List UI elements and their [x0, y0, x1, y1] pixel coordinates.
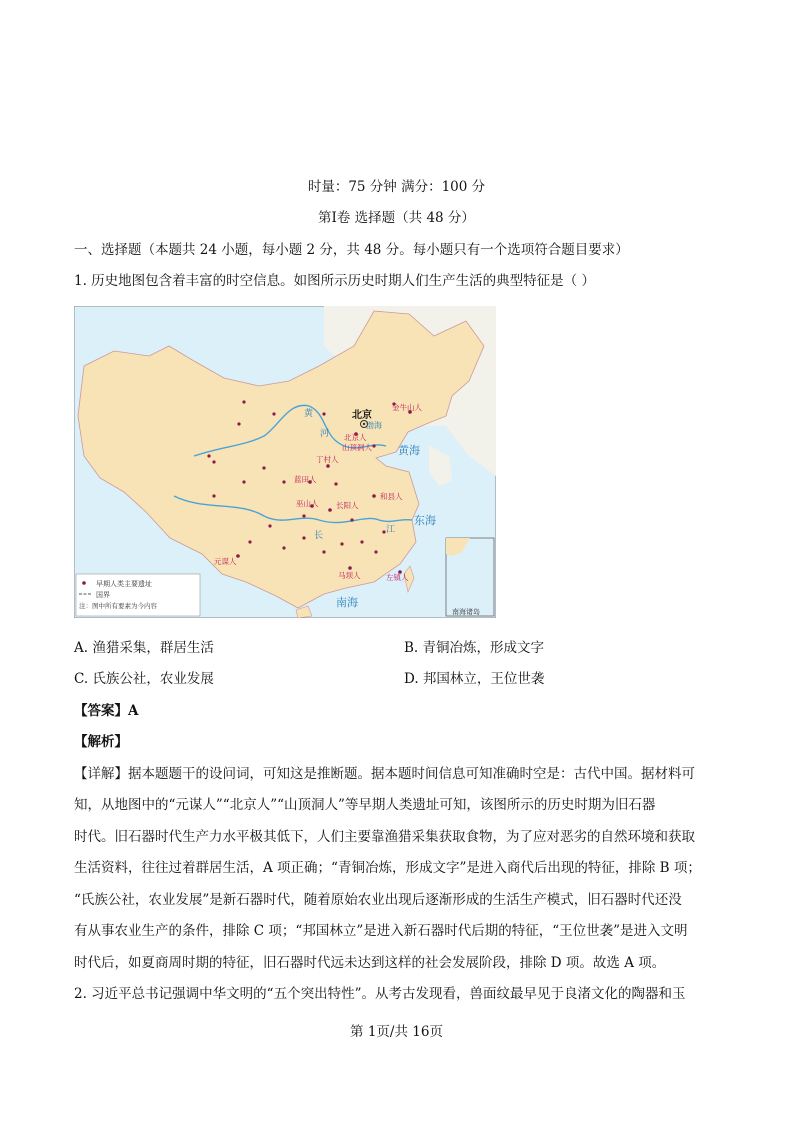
site-label-hexian: 和县人 — [380, 492, 403, 501]
inset-label: 南海诸岛 — [452, 608, 480, 616]
city-label-beijing: 北京 — [352, 410, 372, 421]
detail-line-1: 【详解】据本题题干的设问词，可知这是推断题。据本题时间信息可知准确时空是：古代中国。据材料可 — [74, 766, 695, 782]
detail-line-4: 生活资料，往往过着群居生活，A 项正确；“青铜冶炼，形成文字”是进入商代后出现的特征，排除 B 项； — [74, 860, 701, 876]
option-d: D. 邦国林立，王位世袭 — [404, 671, 545, 687]
answer-label: 【答案】A — [74, 703, 139, 719]
legend-note: 注：图中所有要素为今内容 — [79, 602, 157, 610]
river-char-chang: 长 — [314, 531, 324, 541]
option-a: A. 渔猎采集，群居生活 — [74, 640, 214, 656]
sea-label-donghai: 东海 — [414, 514, 436, 527]
part-title: 第Ⅰ卷 选择题（共 48 分） — [318, 210, 475, 226]
question-1-stem: 1. 历史地图包含着丰富的时空信息。如图所示历史时期人们生产生活的典型特征是（ ） — [74, 273, 595, 289]
site-label-zuozhen: 左镇人 — [386, 573, 409, 582]
analysis-label: 【解析】 — [74, 734, 128, 750]
section-intro: 一、选择题（本题共 24 小题，每小题 2 分，共 48 分。每小题只有一个选项符合题目要求） — [74, 242, 629, 258]
time-score-line: 时量：75 分钟 满分：100 分 — [307, 179, 486, 195]
site-label-changyang: 长阳人 — [336, 501, 359, 510]
china-early-human-sites-map — [74, 306, 496, 618]
sea-label-nanhai: 南海 — [336, 596, 358, 609]
site-label-maba: 马坝人 — [338, 571, 361, 580]
legend-border-label: 国界 — [96, 591, 110, 599]
site-label-yuanmou: 元谋人 — [214, 557, 237, 566]
site-label-beijingren: 北京人 — [344, 433, 367, 442]
river-char-he: 河 — [320, 429, 330, 439]
river-char-huang: 黄 — [304, 409, 314, 419]
site-label-wushan: 巫山人 — [296, 499, 319, 508]
option-c: C. 氏族公社，农业发展 — [74, 671, 214, 687]
detail-line-6: 有从事农业生产的条件，排除 C 项；“邦国林立”是进入新石器时代后期的特征，“王位世袭”是进入文明 — [74, 923, 688, 939]
detail-line-5: “氏族公社，农业发展”是新石器时代，随着原始农业出现后逐渐形成的生活生产模式，旧石器时代还没 — [74, 892, 682, 908]
detail-line-3: 时代。旧石器时代生产力水平极其低下，人们主要靠渔猎采集获取食物，为了应对恶劣的自然环境和获取 — [74, 829, 695, 845]
site-label-lantian: 蓝田人 — [294, 475, 317, 484]
option-b: B. 青铜冶炼，形成文字 — [404, 640, 545, 656]
site-label-jinniushan: 金牛山人 — [392, 403, 422, 412]
detail-line-7: 时代后，如夏商周时期的特征，旧石器时代远未达到这样的社会发展阶段，排除 D 项。故选 A 项。 — [74, 955, 666, 971]
river-char-jiang: 江 — [386, 525, 396, 535]
legend-site-label: 早期人类主要遗址 — [96, 580, 152, 588]
beijing-marker-dot — [363, 423, 365, 425]
detail-line-2: 知，从地图中的“元谋人”“北京人”“山顶洞人”等早期人类遗址可知，该图所示的历史时期为旧石器 — [74, 797, 656, 813]
sea-label-huanghai: 黄海 — [398, 444, 420, 457]
site-label-dingcun: 丁村人 — [316, 455, 339, 464]
question-2-stem: 2. 习近平总书记强调中华文明的“五个突出特性”。从考古发现看，兽面纹最早见于良渚文化的陶器和玉 — [74, 986, 686, 1002]
site-label-shandingdong: 山顶洞人 — [342, 443, 372, 452]
legend-site-symbol — [82, 581, 86, 585]
sea-label-bohai: 渤海 — [366, 421, 382, 430]
page-footer: 第 1页/共 16页 — [350, 1024, 443, 1040]
